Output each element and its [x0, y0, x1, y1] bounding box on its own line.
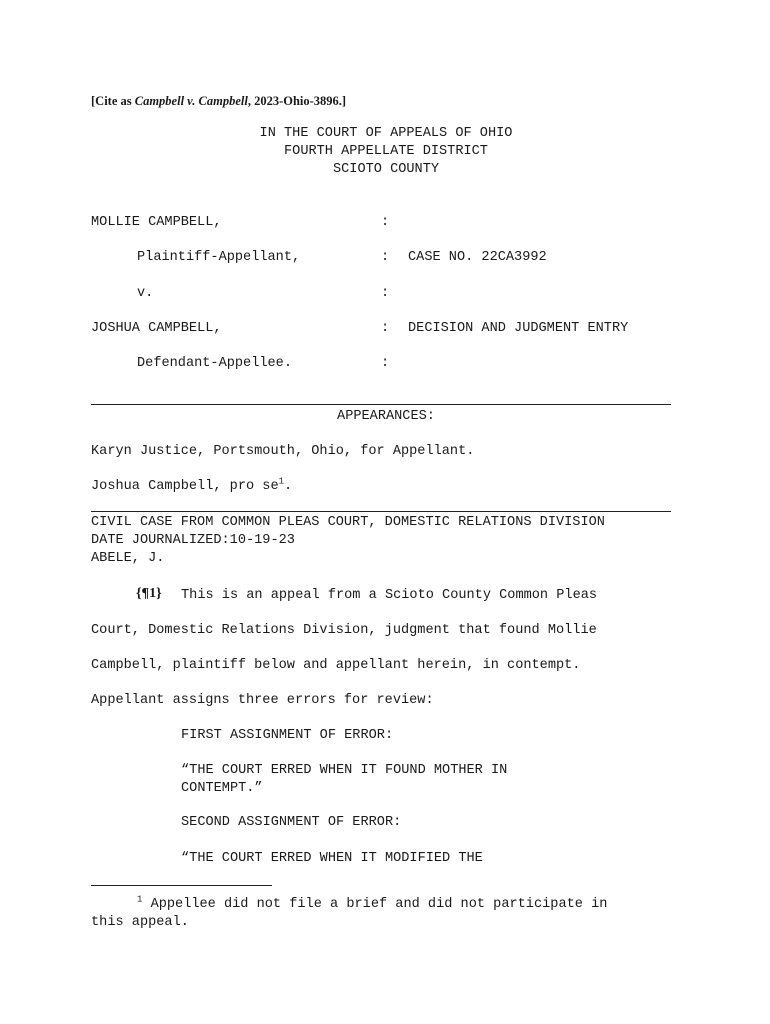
- first-assignment-text: CONTEMPT.”: [181, 781, 263, 796]
- case-origin: CIVIL CASE FROM COMMON PLEAS COURT, DOMESTIC RELATIONS DIVISION: [91, 515, 605, 530]
- citation-suffix: , 2023-Ohio-3896.]: [247, 94, 347, 108]
- footnote-mark: 1: [137, 894, 143, 905]
- citation-case-name: Campbell v. Campbell: [134, 94, 248, 108]
- second-assignment-heading: SECOND ASSIGNMENT OF ERROR:: [181, 815, 402, 830]
- caption-colon: :: [381, 356, 390, 371]
- appellee-text: Joshua Campbell, pro se: [91, 479, 279, 494]
- entry-type: DECISION AND JUDGMENT ENTRY: [408, 321, 629, 336]
- citation-line: [91, 94, 346, 109]
- footnote-line: [137, 896, 607, 913]
- footnote-text: Appellee did not file a brief and did not participate in: [142, 897, 608, 912]
- date-journalized: DATE JOURNALIZED:10-19-23: [91, 533, 295, 548]
- footnote-reference: 1: [278, 476, 285, 487]
- caption-colon: :: [381, 215, 390, 230]
- second-assignment-text: “THE COURT ERRED WHEN IT MODIFIED THE: [181, 851, 483, 866]
- plaintiff-role: Plaintiff-Appellant,: [137, 250, 301, 265]
- appearances-heading: APPEARANCES:: [337, 409, 435, 424]
- citation-prefix: [Cite as: [91, 94, 135, 108]
- appellee-appearance: [91, 478, 292, 495]
- paragraph-marker: {¶1}: [136, 586, 162, 601]
- defendant-role: Defendant-Appellee.: [137, 356, 292, 371]
- case-number: CASE NO. 22CA3992: [408, 250, 547, 265]
- caption-colon: :: [381, 286, 390, 301]
- appellee-period: .: [284, 479, 293, 494]
- caption-colon: :: [381, 321, 390, 336]
- divider-rule: [91, 404, 671, 405]
- body-line: Campbell, plaintiff below and appellant herein, in contempt.: [91, 658, 581, 673]
- appellant-counsel: Karyn Justice, Portsmouth, Ohio, for Appellant.: [91, 444, 475, 459]
- defendant-name: JOSHUA CAMPBELL,: [91, 321, 222, 336]
- footnote-line: this appeal.: [91, 915, 189, 930]
- divider-rule: [91, 511, 671, 512]
- court-county: SCIOTO COUNTY: [332, 162, 440, 177]
- caption-colon: :: [381, 250, 390, 265]
- court-name: IN THE COURT OF APPEALS OF OHIO: [259, 126, 513, 141]
- judge-name: ABELE, J.: [91, 551, 165, 566]
- footnote-rule: [91, 885, 272, 886]
- first-assignment-heading: FIRST ASSIGNMENT OF ERROR:: [181, 728, 394, 743]
- first-assignment-text: “THE COURT ERRED WHEN IT FOUND MOTHER IN: [181, 763, 508, 778]
- plaintiff-name: MOLLIE CAMPBELL,: [91, 215, 222, 230]
- body-line: Court, Domestic Relations Division, judgment that found Mollie: [91, 623, 597, 638]
- body-line: This is an appeal from a Scioto County Common Pleas: [181, 588, 598, 603]
- court-district: FOURTH APPELLATE DISTRICT: [284, 144, 488, 159]
- versus: v.: [137, 286, 154, 301]
- body-line: Appellant assigns three errors for review:: [91, 693, 434, 708]
